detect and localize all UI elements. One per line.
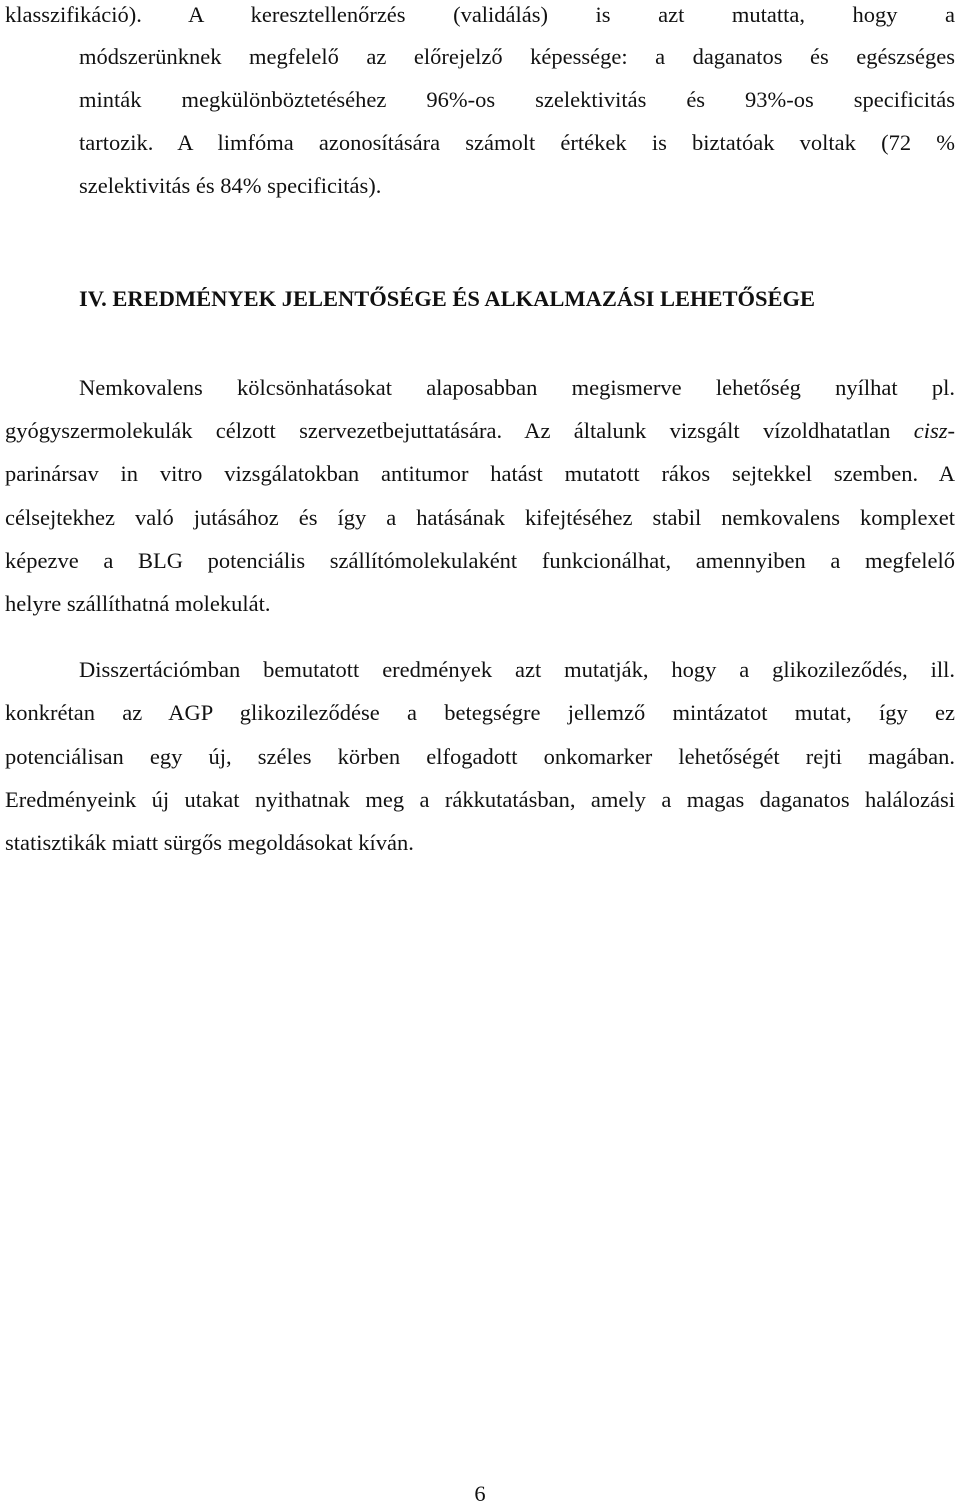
paragraph-1-line-1: klasszifikáció). A keresztellenőrzés (validálás) is azt mutatta, hogy a <box>5 2 955 27</box>
page-number: 6 <box>474 1481 486 1506</box>
paragraph-3-line-3: potenciálisan egy új, széles körben elfogadott onkomarker lehetőségét rejti magában. <box>5 744 955 769</box>
paragraph-2-line-6: helyre szállíthatná molekulát. <box>5 591 271 616</box>
paragraph-1-line-3: minták megkülönböztetéséhez 96%-os szelektivitás és 93%-os specificitás <box>79 87 955 112</box>
paragraph-3-line-4: Eredményeink új utakat nyithatnak meg a rákkutatásban, amely a magas daganatos halálozási <box>5 787 955 812</box>
paragraph-3-line-2: konkrétan az AGP glikozileződése a betegségre jellemző mintázatot mutat, így ez <box>5 700 955 725</box>
paragraph-1-line-2: módszerünknek megfelelő az előrejelző képessége: a daganatos és egészséges <box>79 44 955 69</box>
paragraph-2-line-5: képezve a BLG potenciális szállítómolekulaként funkcionálhat, amennyiben a megfelelő <box>5 548 955 573</box>
paragraph-2-line-2-italic: cisz- <box>913 418 955 443</box>
paragraph-2-line-3: parinársav in vitro vizsgálatokban antitumor hatást mutatott rákos sejtekkel szemben. A <box>5 461 955 486</box>
paragraph-3-line-1: Disszertációmban bemutatott eredmények azt mutatják, hogy a glikozileződés, ill. <box>79 657 955 682</box>
paragraph-1-line-4: tartozik. A limfóma azonosítására számolt értékek is biztatóak voltak (72 % <box>79 130 955 155</box>
section-heading: IV. EREDMÉNYEK JELENTŐSÉGE ÉS ALKALMAZÁSI LEHETŐSÉGE <box>79 286 816 311</box>
paragraph-1-line-5: szelektivitás és 84% specificitás). <box>79 173 382 198</box>
paragraph-2-line-4: célsejtekhez való jutásához és így a hatásának kifejtéséhez stabil nemkovalens komplexet <box>5 505 955 530</box>
paragraph-3-line-5: statisztikák miatt sürgős megoldásokat kíván. <box>5 830 414 855</box>
paragraph-2-line-2-text: gyógyszermolekulák célzott szervezetbejuttatására. Az általunk vizsgált vízoldhatatlan <box>5 418 914 443</box>
paragraph-2-line-2 <box>5 416 955 446</box>
paragraph-2-line-1: Nemkovalens kölcsönhatásokat alaposabban megismerve lehetőség nyílhat pl. <box>79 375 955 400</box>
